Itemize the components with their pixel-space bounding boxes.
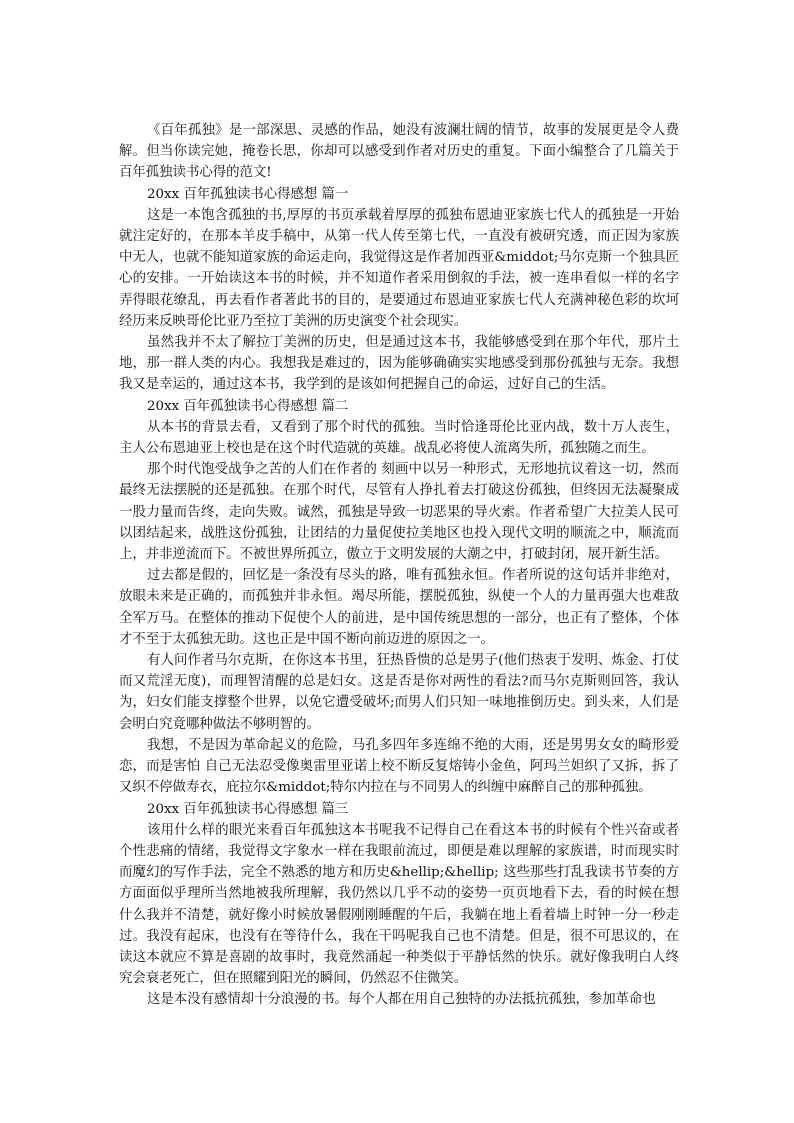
section-1-paragraph-1: 这是一本饱含孤独的书,厚厚的书页承载着厚厚的孤独布恩迪亚家族七代人的孤独是一开始就注定好的，在那本羊皮手稿中，从第一代人传至第七代，一直没有被研究透，而正因为家族中无人，也就不能知道家族的命运走向，我觉得这是作者加西亚&middot;马尔克斯一个独具匠心的安排。一开始读这本书的时候，并不知道作者采用倒叙的手法，被一连串看似一样的名字弄得眼花缭乱，再去看作者著此书的目的，是要通过布恩迪亚家族七代人充满神秘色彩的坎坷经历来反映哥伦比亚乃至拉丁美洲的历史演变个社会现实。 bbox=[119, 207, 679, 329]
section-2-paragraph-3: 过去都是假的，回忆是一条没有尽头的路，唯有孤独永恒。作者所说的这句话并非绝对，放眼未来是正确的，而孤独并非永恒。竭尽所能，摆脱孤独，纵使一个人的力量再强大也难敌全军万马。在整体的推动下促使个人的前进，是中国传统思想的一部分，也正有了整体，个体才不至于太孤独无助。这也正是中国不断向前迈进的原因之一。 bbox=[119, 568, 679, 647]
section-2-paragraph-1: 从本书的背景去看，又看到了那个时代的孤独。当时恰逢哥伦比亚内战，数十万人丧生，主人公布恩迪亚上校也是在这个时代造就的英雄。战乱必将使人流离失所，孤独随之而生。 bbox=[119, 419, 679, 457]
section-3-paragraph-1: 该用什么样的眼光来看百年孤独这本书呢我不记得自己在看这本书的时候有个性兴奋或者个性悲痛的情绪，我觉得文字象水一样在我眼前流过，即便是难以理解的家族谱，时而现实时而魔幻的写作手法，完全不熟悉的地方和历史&hellip;&hellip; 这些那些打乱我读书节奏的方方面面似乎理所当然地被我所理解，我仍然以几乎不动的姿势一页页地看下去，看的时候在想什么我并不清楚，就好像小时候放暑假刚刚睡醒的午后，我躺在地上看着墙上时钟一分一秒走过。我没有起床，也没有在等待什么，我在干吗呢我自己也不清楚。但是，很不可思议的，在读这本就应不算是喜剧的故事时，我竟然涌起一种类似于平静恬然的快乐。就好像我明白人终究会衰老死亡，但在照耀到阳光的瞬间，仍然忍不住微笑。 bbox=[119, 822, 679, 987]
section-2-paragraph-4: 有人问作者马尔克斯，在你这本书里，狂热昏愦的总是男子(他们热衷于发明、炼金、打仗而又荒淫无度)，而理智清醒的总是妇女。这是否是你对两性的看法?而马尔克斯则回答，我认为，妇女们能支撑整个世界，以免它遭受破坏;而男人们只知一味地推倒历史。到头来，人们是会明白究竟哪种做法不够明智的。 bbox=[119, 653, 679, 732]
section-heading-3: 20xx 百年孤独读书心得感想 篇三 bbox=[147, 801, 349, 817]
section-2-paragraph-2: 那个时代饱受战争之苦的人们在作者的 刻画中以另一种形式，无形地抗议着这一切，然而最终无法摆脱的还是孤独。在那个时代，尽管有人挣扎着去打破这份孤独，但终因无法凝聚成一股力量而告终，走向失败。诚然，孤独是导致一切恶果的导火索。作者希望广大拉美人民可以团结起来，战胜这份孤独，让团结的力量促使拉美地区也投入现代文明的顺流之中，顺流而上，并非逆流而下。不被世界所孤立，傲立于文明发展的大潮之中，打破封闭，展开新生活。 bbox=[119, 462, 679, 563]
intro-paragraph: 《百年孤独》是一部深思、灵感的作品，她没有波澜壮阔的情节，故事的发展更是令人费解。但当你读完她，掩卷长思，你却可以感受到作者对历史的重复。下面小编整合了几篇关于百年孤独读书心得的范文! bbox=[119, 123, 679, 181]
section-heading-2: 20xx 百年孤独读书心得感想 篇二 bbox=[147, 398, 349, 414]
section-3-paragraph-2: 这是本没有感情却十分浪漫的书。每个人都在用自己独特的办法抵抗孤独，参加革命也 bbox=[147, 992, 656, 1008]
section-1-paragraph-2: 虽然我并不太了解拉丁美洲的历史，但是通过这本书，我能够感受到在那个年代，那片土地，那一群人类的内心。我想我是难过的，因为能够确确实实地感受到那份孤独与无奈。我想我又是幸运的，通过这本书，我学到的是该如何把握自己的命运，过好自己的生活。 bbox=[119, 335, 679, 393]
section-2-paragraph-5: 我想，不是因为革命起义的危险，马孔多四年多连绵不绝的大雨，还是男男女女的畸形爱恋，而是害怕 自己无法忍受像奥雷里亚诺上校不断反复熔铸小金鱼，阿玛兰妲织了又拆，拆了又织不停做寿衣，庇拉尔&middot;特尔内拉在与不同男人的纠缠中麻醉自己的那种孤独。 bbox=[119, 737, 679, 796]
section-heading-1: 20xx 百年孤独读书心得感想 篇一 bbox=[147, 186, 349, 202]
document-page bbox=[119, 120, 679, 1011]
